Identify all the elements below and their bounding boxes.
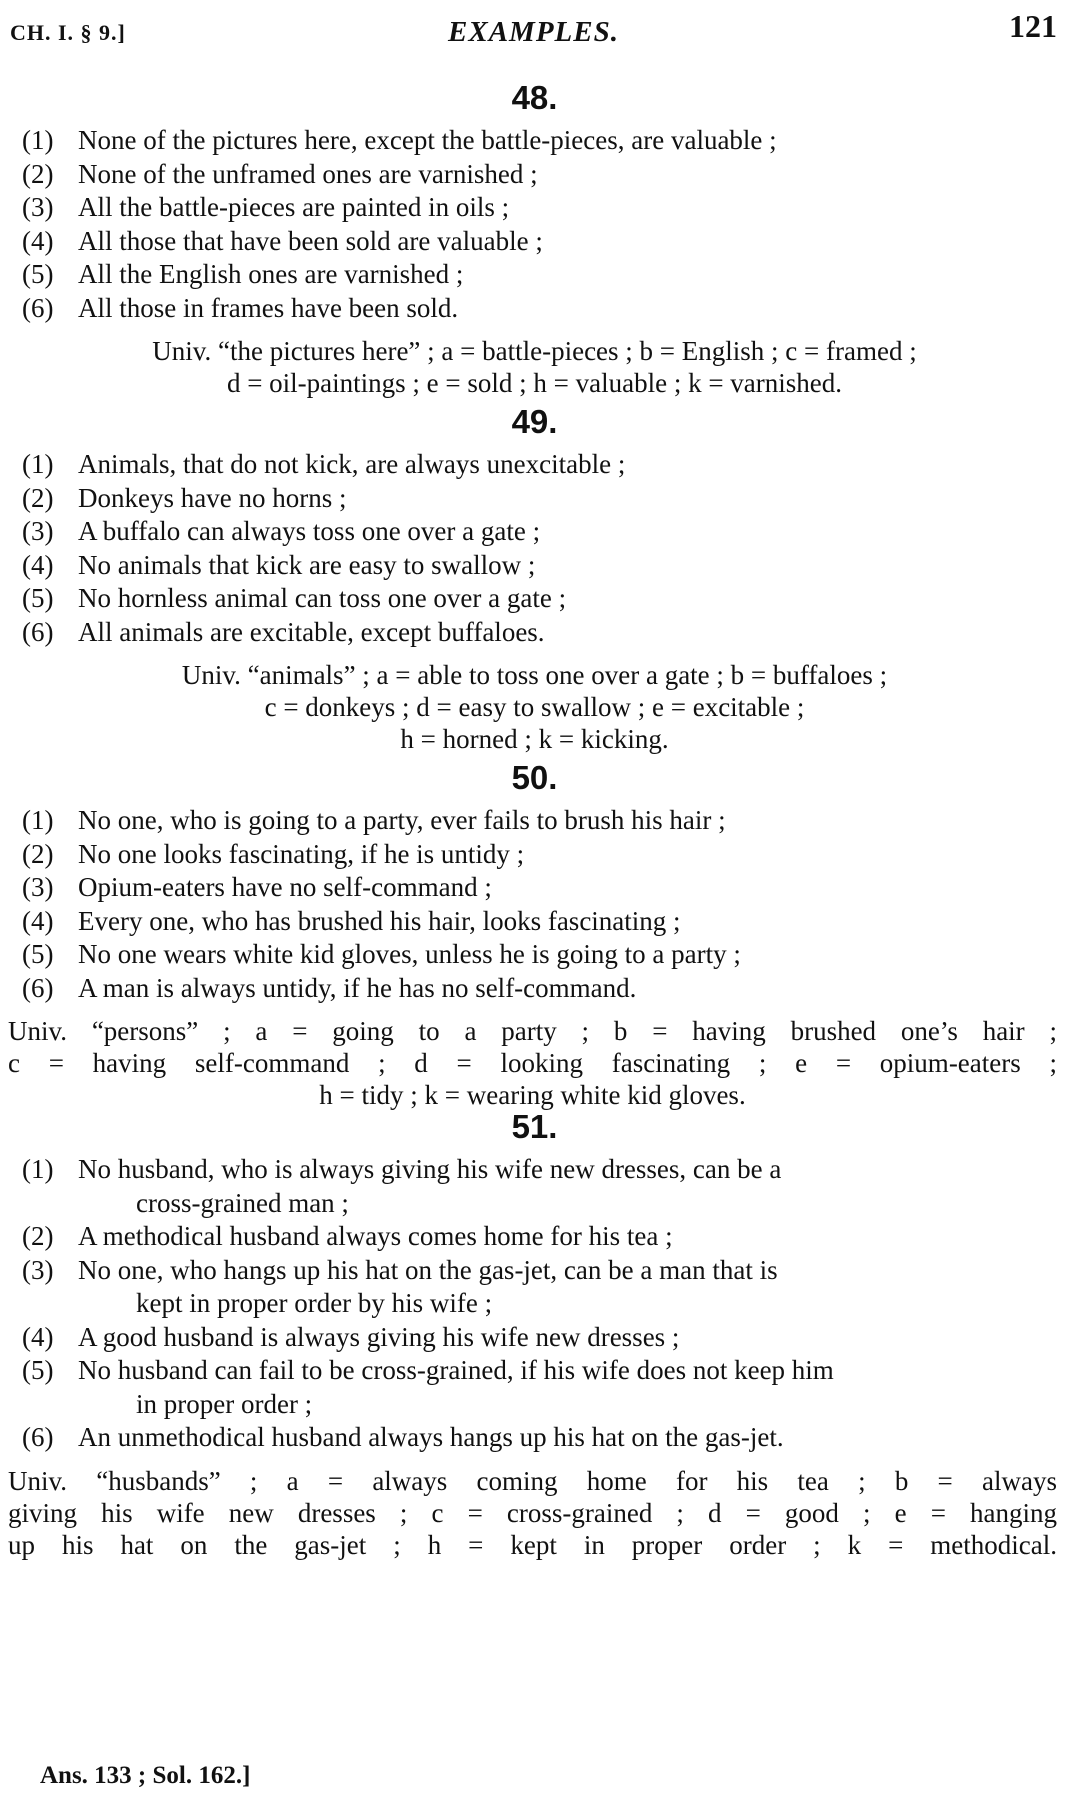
premise-list: [0, 124, 1069, 325]
example-51: [0, 1105, 1069, 1561]
premise-text: No hornless animal can toss one over a gate ;: [78, 583, 567, 613]
premise-number: (5): [22, 259, 54, 289]
premise-item: [0, 124, 1069, 158]
premise-number: (2): [22, 482, 54, 513]
premise-item: [0, 804, 1069, 838]
premise-item: [0, 871, 1069, 905]
premise-number: (4): [22, 1321, 54, 1352]
premise-number: (5): [22, 1355, 54, 1385]
premise-number: (5): [22, 939, 54, 969]
premise-text: Opium-eaters have no self-command ;: [78, 872, 492, 902]
page-title: EXAMPLES.: [448, 16, 619, 48]
premise-text: An unmethodical husband always hangs up his hat on the gas-jet.: [78, 1422, 784, 1452]
universe-line: up his hat on the gas-jet ; h = kept in proper order ; k = methodical.: [8, 1529, 1057, 1560]
premise-number: (2): [22, 1221, 54, 1251]
example-49: [0, 400, 1069, 755]
universe-line: giving his wife new dresses ; c = cross-grained ; d = good ; e = hanging: [8, 1497, 1057, 1528]
premise-item: [0, 1421, 1069, 1455]
universe-line: Univ. “animals” ; a = able to toss one over a gate ; b = buffaloes ;: [181, 660, 888, 690]
example-number: 51.: [511, 1108, 558, 1145]
premise-text: A buffalo can always toss one over a gate ;: [78, 516, 541, 546]
premise-text: No husband, who is always giving his wife new dresses, can be a: [78, 1154, 782, 1184]
answer-reference: Ans. 133 ; Sol. 162.]: [40, 1762, 251, 1789]
universe-definition: [0, 335, 1069, 399]
premise-item: [0, 448, 1069, 482]
premise-item: [0, 582, 1069, 616]
premise-number: (6): [22, 1422, 54, 1452]
example-50: [0, 756, 1069, 1111]
premise-number: (4): [22, 549, 54, 580]
example-number: 50.: [511, 759, 558, 796]
premise-number: (2): [22, 158, 54, 189]
premise-number: (4): [22, 905, 54, 936]
premise-number: (3): [22, 872, 54, 902]
premise-item: [0, 158, 1069, 192]
premise-item: [0, 1354, 1069, 1421]
premise-text: All animals are excitable, except buffaloes.: [78, 616, 545, 647]
universe-definition: [0, 1015, 1069, 1111]
premise-number: (5): [22, 583, 54, 613]
premise-text: No one wears white kid gloves, unless he is going to a party ;: [78, 939, 741, 969]
universe-line: c = donkeys ; d = easy to swallow ; e = excitable ;: [264, 692, 805, 722]
premise-number: (6): [22, 292, 54, 323]
premise-continuation: kept in proper order by his wife ;: [136, 1288, 493, 1318]
premise-item: [0, 258, 1069, 292]
premise-item: [0, 515, 1069, 549]
premise-text: All the English ones are varnished ;: [78, 259, 464, 289]
premise-item: [0, 482, 1069, 516]
premise-text: None of the unframed ones are varnished ;: [78, 158, 538, 189]
premise-text: A man is always untidy, if he has no self-command.: [78, 972, 637, 1003]
premise-text: Every one, who has brushed his hair, looks fascinating ;: [78, 905, 681, 936]
premise-item: [0, 225, 1069, 259]
premise-number: (1): [22, 449, 54, 479]
universe-line: h = tidy ; k = wearing white kid gloves.: [319, 1080, 746, 1110]
example-number: 48.: [511, 79, 558, 116]
example-48: [0, 76, 1069, 399]
premise-text: None of the pictures here, except the battle-pieces, are valuable ;: [78, 125, 777, 155]
premise-list: [0, 448, 1069, 649]
premise-number: (1): [22, 1154, 54, 1184]
chapter-reference: CH. I. § 9.]: [10, 20, 126, 45]
premise-number: (6): [22, 972, 54, 1003]
premise-text: Donkeys have no horns ;: [78, 482, 347, 513]
premise-item: [0, 191, 1069, 225]
premise-text: No one, who is going to a party, ever fails to brush his hair ;: [78, 805, 726, 835]
premise-item: [0, 1321, 1069, 1355]
premise-number: (1): [22, 125, 54, 155]
universe-line: Univ. “the pictures here” ; a = battle-pieces ; b = English ; c = framed ;: [152, 336, 917, 366]
premise-number: (3): [22, 516, 54, 546]
universe-line: h = horned ; k = kicking.: [400, 724, 669, 754]
premise-text: No husband can fail to be cross-grained, if his wife does not keep him: [78, 1355, 834, 1385]
premise-number: (3): [22, 192, 54, 222]
premise-text: All the battle-pieces are painted in oils ;: [78, 192, 510, 222]
premise-item: [0, 549, 1069, 583]
universe-line: d = oil-paintings ; e = sold ; h = valuable ; k = varnished.: [226, 368, 843, 398]
premise-text: No one looks fascinating, if he is untidy ;: [78, 838, 525, 869]
universe-line: Univ. “persons” ; a = going to a party ; b = having brushed one’s hair ;: [8, 1016, 1057, 1046]
premise-item: [0, 972, 1069, 1006]
premise-item: [0, 1254, 1069, 1321]
premise-item: [0, 938, 1069, 972]
premise-text: No one, who hangs up his hat on the gas-jet, can be a man that is: [78, 1254, 778, 1285]
premise-text: A good husband is always giving his wife new dresses ;: [78, 1321, 680, 1352]
premise-text: All those that have been sold are valuable ;: [78, 225, 543, 256]
premise-item: [0, 616, 1069, 650]
universe-line: Univ. “husbands” ; a = always coming home for his tea ; b = always: [8, 1465, 1057, 1496]
premise-number: (1): [22, 805, 54, 835]
premise-text: No animals that kick are easy to swallow ;: [78, 549, 536, 580]
premise-number: (6): [22, 616, 54, 647]
page-number: 121: [1009, 8, 1057, 44]
premise-item: [0, 292, 1069, 326]
universe-definition: [0, 1465, 1069, 1561]
premise-item: [0, 1153, 1069, 1220]
running-header: [10, 8, 1057, 52]
premise-continuation: cross-grained man ;: [136, 1187, 349, 1218]
premise-text: All those in frames have been sold.: [78, 292, 459, 323]
premise-number: (4): [22, 225, 54, 256]
premise-text: A methodical husband always comes home for his tea ;: [78, 1221, 673, 1251]
universe-line: c = having self-command ; d = looking fascinating ; e = opium-eaters ;: [8, 1048, 1057, 1078]
premise-number: (3): [22, 1254, 54, 1285]
premise-text: Animals, that do not kick, are always unexcitable ;: [78, 449, 626, 479]
premise-item: [0, 1220, 1069, 1254]
premise-number: (2): [22, 838, 54, 869]
premise-continuation: in proper order ;: [136, 1388, 313, 1419]
universe-definition: [0, 659, 1069, 755]
premise-item: [0, 838, 1069, 872]
premise-list: [0, 804, 1069, 1005]
premise-item: [0, 905, 1069, 939]
example-number: 49.: [511, 403, 558, 440]
premise-list: [0, 1153, 1069, 1455]
